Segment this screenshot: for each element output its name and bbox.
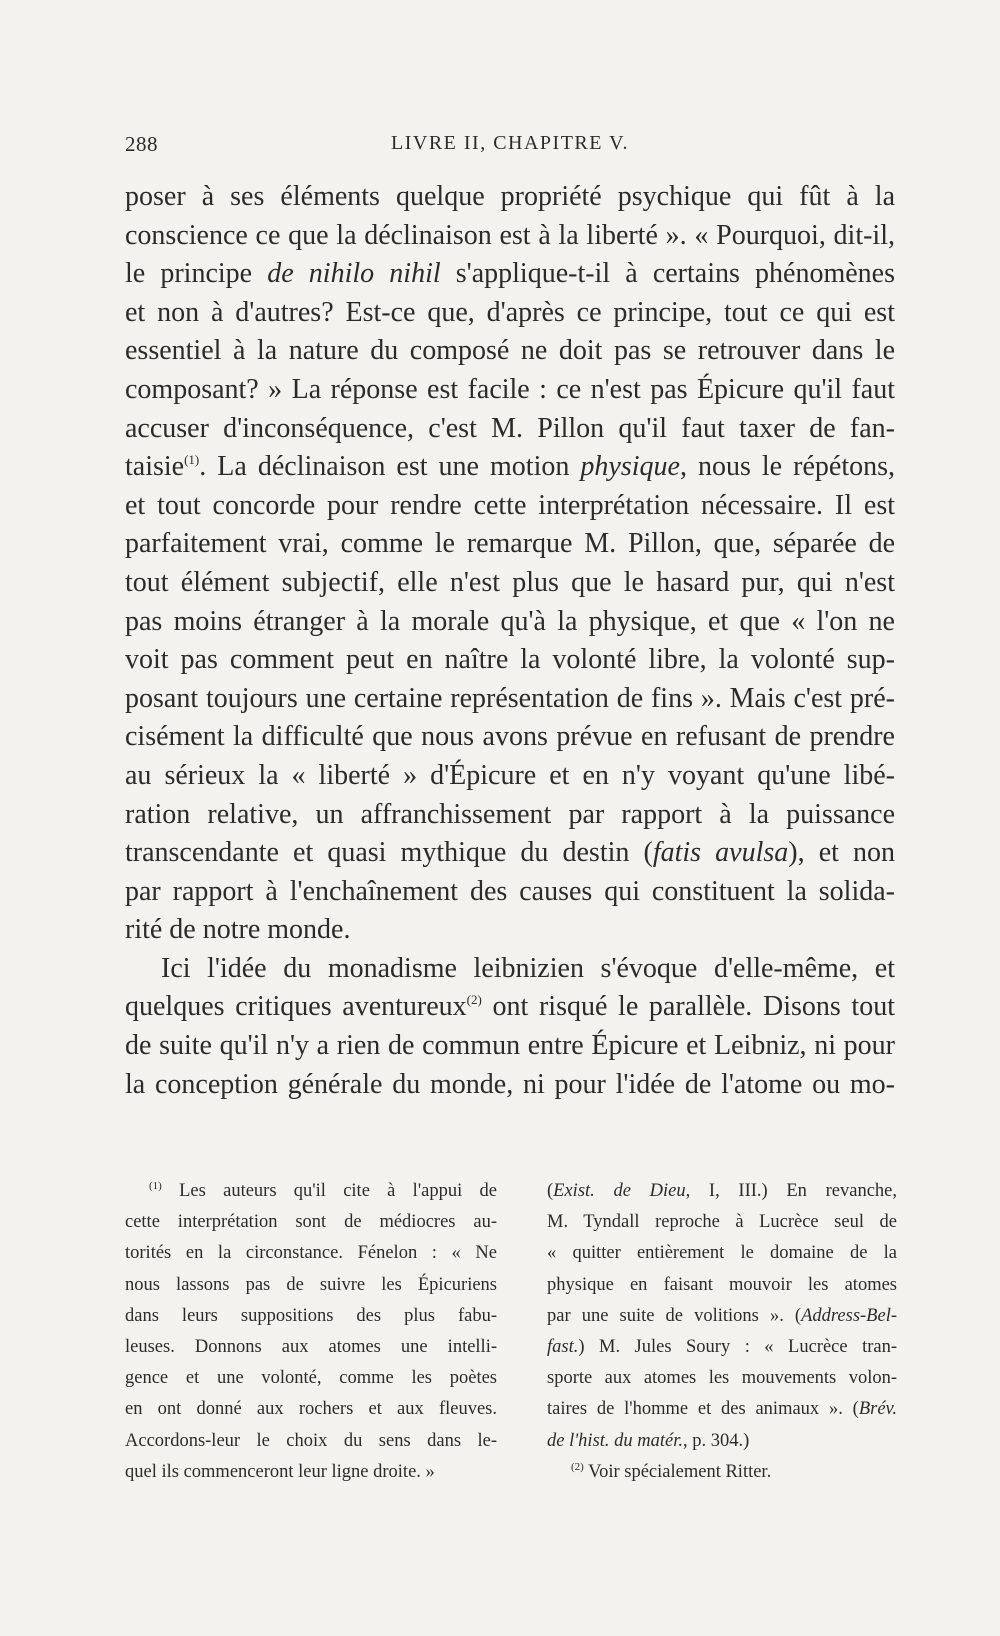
footnote-line: taires de l'homme et des animaux ». (Brév. (547, 1399, 897, 1420)
footnote-line: de l'hist. du matér., p. 304.) (547, 1430, 750, 1451)
footnote-line: $^{(2)}$ Voir spécialement Ritter. (571, 1460, 772, 1482)
footnote-line: quel ils commenceront leur ligne droite. » (125, 1461, 435, 1482)
footnote-line: dans leurs suppositions des plus fabu- (125, 1305, 497, 1326)
text-line: parfaitement vrai, comme le remarque M. Pillon, que, séparée de (125, 528, 895, 560)
text-line: au sérieux la « liberté » d'Épicure et en n'y voyant qu'une libé- (125, 759, 895, 791)
text-line: taisie$^{(1)}$. La déclinaison est une motion physique, nous le répétons, (125, 451, 896, 483)
footnote-line: sporte aux atomes les mouvements volon- (547, 1368, 897, 1389)
footnote-line: (Exist. de Dieu, I, III.) En revanche, (547, 1181, 897, 1201)
footnote-line: par une suite de volitions ». (Address-Bel- (547, 1305, 897, 1326)
page-header (125, 132, 895, 172)
text-line: Ici l'idée du monadisme leibnizien s'évoque d'elle-même, et (161, 952, 895, 984)
text-line: la conception générale du monde, ni pour l'idée de l'atome ou mo- (125, 1068, 895, 1100)
footnote-line: « quitter entièrement le domaine de la (547, 1243, 897, 1264)
text-line: par rapport à l'enchaînement des causes qui constituent la solida- (125, 875, 895, 907)
text-line: de suite qu'il n'y a rien de commun entre Épicure et Leibniz, ni pour (125, 1030, 895, 1062)
page-number: 288 (125, 132, 158, 156)
text-line: rité de notre monde. (125, 914, 351, 946)
footnote-ref: (2) (466, 992, 482, 1008)
footnote-column-right (547, 1176, 897, 1488)
footnote-line: M. Tyndall reproche à Lucrèce seul de (547, 1212, 897, 1233)
text-line: essentiel à la nature du composé ne doit pas se retrouver dans le (125, 335, 895, 367)
footnote-column-left (125, 1176, 497, 1488)
footnote-line: cette interprétation sont de médiocres au- (125, 1212, 497, 1233)
footnote-line: physique en faisant mouvoir les atomes (547, 1274, 897, 1295)
text-line: composant? » La réponse est facile : ce n'est pas Épicure qu'il faut (125, 373, 895, 405)
text-line: et non à d'autres? Est-ce que, d'après ce principe, tout ce qui est (125, 296, 895, 328)
text-line: conscience ce que la déclinaison est à la liberté ». « Pourquoi, dit-il, (125, 219, 895, 251)
footnote-marker: (2) (571, 1460, 584, 1473)
text-line: accuser d'inconséquence, c'est M. Pillon qu'il faut taxer de fan- (125, 412, 895, 444)
text-line: voit pas comment peut en naître la volonté libre, la volonté sup- (125, 644, 895, 676)
text-line: ration relative, un affranchissement par rapport à la puissance (125, 798, 895, 830)
footnote-line: torités en la circonstance. Fénelon : « Ne (125, 1243, 497, 1264)
footnote-line: nous lassons pas de suivre les Épicuriens (125, 1274, 497, 1295)
body-text (125, 178, 895, 1104)
text-line: transcendante et quasi mythique du destin (fatis avulsa), et non (125, 837, 896, 869)
text-line: et tout concorde pour rendre cette interprétation nécessaire. Il est (125, 489, 895, 521)
footnote-ref: (1) (184, 452, 200, 468)
footnote-line: leuses. Donnons aux atomes une intelli- (125, 1336, 497, 1357)
footnote-line: fast.) M. Jules Soury : « Lucrèce tran- (547, 1336, 897, 1357)
text-line: le principe de nihilo nihil s'applique-t-il à certains phénomènes (125, 258, 895, 290)
footnote-line: en ont donné aux rochers et aux fleuves. (125, 1399, 497, 1420)
running-head: LIVRE II, CHAPITRE V. (391, 132, 629, 154)
text-line: quelques critiques aventureux$^{(2)}$ ont risqué le parallèle. Disons tout (125, 991, 895, 1023)
footnote-line: $^{(1)}$ Les auteurs qu'il cite à l'appui de (149, 1180, 497, 1201)
footnote-line: Accordons-leur le choix du sens dans le- (125, 1430, 497, 1451)
footnote-line: gence et une volonté, comme les poètes (125, 1368, 497, 1389)
text-line: tout élément subjectif, elle n'est plus que le hasard pur, qui n'est (125, 566, 895, 598)
text-line: pas moins étranger à la morale qu'à la physique, et que « l'on ne (125, 605, 895, 637)
text-line: posant toujours une certaine représentation de fins ». Mais c'est pré- (125, 682, 895, 714)
text-line: poser à ses éléments quelque propriété psychique qui fût à la (125, 181, 895, 212)
footnote-marker: (1) (149, 1180, 162, 1192)
text-line: cisément la difficulté que nous avons prévue en refusant de prendre (125, 721, 895, 753)
footnotes (125, 1176, 897, 1482)
